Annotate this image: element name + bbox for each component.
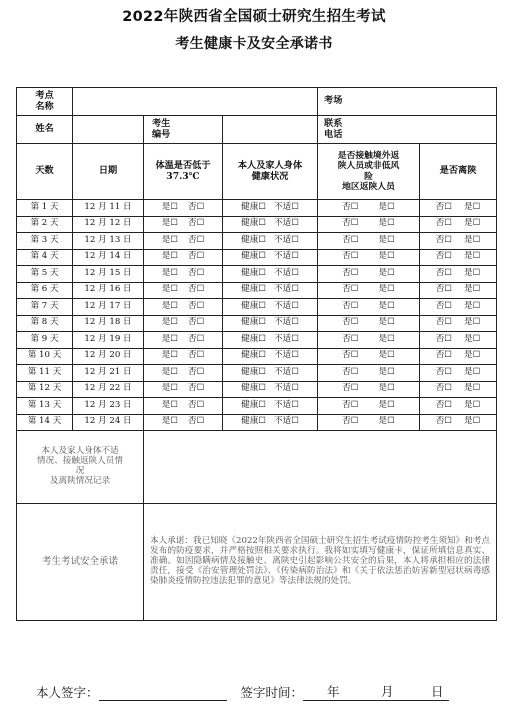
exam-site-label: 考点 名称 <box>17 88 73 116</box>
sign-time-label: 签字时间： <box>240 685 303 700</box>
contact-cell <box>318 414 420 431</box>
date-cell <box>73 398 144 415</box>
date-label: 12 月 24 日 <box>84 416 132 427</box>
temp-yes-checkbox[interactable]: 是☐ <box>161 350 178 361</box>
left-shaanxi-cell <box>420 315 497 332</box>
date-cell <box>73 233 144 250</box>
temp-yes-checkbox[interactable]: 是☐ <box>161 416 178 427</box>
contact-yes-checkbox[interactable]: 是☐ <box>378 317 395 328</box>
unwell-checkbox[interactable]: 不适☐ <box>274 350 299 361</box>
left-yes-checkbox[interactable]: 是☐ <box>464 383 481 394</box>
day-label: 第 8 天 <box>30 317 59 328</box>
left-no-checkbox[interactable]: 否☐ <box>435 234 453 245</box>
left-yes-checkbox[interactable]: 是☐ <box>464 366 481 377</box>
record-label: 本人及家人身体不适 情况、接触返陕人员情 况 及离陕情况记录 <box>17 431 144 504</box>
temp-cell <box>144 216 223 233</box>
promise-label: 考生考试安全承诺 <box>17 504 144 621</box>
day-cell <box>17 365 73 382</box>
health-cell <box>223 233 318 250</box>
temp-no-checkbox[interactable]: 否☐ <box>188 267 205 278</box>
unwell-checkbox[interactable]: 不适☐ <box>274 284 299 295</box>
temp-yes-checkbox[interactable]: 是☐ <box>161 333 178 344</box>
contact-no-checkbox[interactable]: 否☐ <box>342 251 359 262</box>
unwell-checkbox[interactable]: 不适☐ <box>274 267 299 278</box>
healthy-checkbox[interactable]: 健康☐ <box>241 416 266 427</box>
temp-no-checkbox[interactable]: 否☐ <box>188 201 205 212</box>
day-label: 日 <box>431 684 444 699</box>
date-label: 12 月 20 日 <box>84 350 132 361</box>
day-row <box>17 249 497 266</box>
health-card-table <box>16 87 497 621</box>
left-shaanxi-cell <box>420 216 497 233</box>
date-label: 12 月 23 日 <box>84 399 132 410</box>
day-cell <box>17 200 73 217</box>
header-health: 本人及家人身体 健康状况 <box>223 144 318 200</box>
contact-cell <box>318 332 420 349</box>
contact-cell <box>318 200 420 217</box>
day-label: 第 12 天 <box>27 383 62 394</box>
unwell-checkbox[interactable]: 不适☐ <box>274 218 299 229</box>
day-label: 第 11 天 <box>27 366 62 377</box>
healthy-checkbox[interactable]: 健康☐ <box>241 201 266 212</box>
left-no-checkbox[interactable]: 否☐ <box>435 383 453 394</box>
temp-no-checkbox[interactable]: 否☐ <box>188 399 205 410</box>
contact-no-checkbox[interactable]: 否☐ <box>342 399 359 410</box>
day-cell <box>17 216 73 233</box>
unwell-checkbox[interactable]: 不适☐ <box>274 234 299 245</box>
temp-yes-checkbox[interactable]: 是☐ <box>161 366 178 377</box>
date-cell <box>73 365 144 382</box>
contact-cell <box>318 315 420 332</box>
day-cell <box>17 381 73 398</box>
contact-cell <box>318 266 420 283</box>
left-yes-checkbox[interactable]: 是☐ <box>464 234 481 245</box>
temp-cell <box>144 315 223 332</box>
date-cell <box>73 414 144 431</box>
temp-cell <box>144 266 223 283</box>
day-label: 第 4 天 <box>30 251 59 262</box>
date-label: 12 月 13 日 <box>84 234 132 245</box>
health-cell <box>223 381 318 398</box>
contact-cell <box>318 398 420 415</box>
signature-field[interactable] <box>99 686 227 701</box>
day-label: 第 2 天 <box>30 218 59 229</box>
month-label: 月 <box>381 684 394 699</box>
health-cell <box>223 299 318 316</box>
temp-yes-checkbox[interactable]: 是☐ <box>161 251 178 262</box>
unwell-checkbox[interactable]: 不适☐ <box>274 317 299 328</box>
left-shaanxi-cell <box>420 365 497 382</box>
left-yes-checkbox[interactable]: 是☐ <box>464 300 481 311</box>
date-cell <box>73 282 144 299</box>
exam-site-field[interactable] <box>73 88 318 116</box>
promise-row <box>17 504 497 621</box>
left-yes-checkbox[interactable]: 是☐ <box>464 284 481 295</box>
temp-no-checkbox[interactable]: 否☐ <box>188 317 205 328</box>
temp-cell <box>144 299 223 316</box>
candidate-no-label: 考生 编号 <box>144 116 223 144</box>
left-shaanxi-cell <box>420 282 497 299</box>
day-row <box>17 332 497 349</box>
contact-yes-checkbox[interactable]: 是☐ <box>378 201 395 212</box>
contact-cell <box>318 365 420 382</box>
contact-no-checkbox[interactable]: 否☐ <box>342 267 359 278</box>
date-label: 12 月 19 日 <box>84 333 132 344</box>
signature-line <box>36 683 496 701</box>
health-cell <box>223 414 318 431</box>
healthy-checkbox[interactable]: 健康☐ <box>241 267 266 278</box>
day-row <box>17 414 497 431</box>
contact-yes-checkbox[interactable]: 是☐ <box>378 416 395 427</box>
health-cell <box>223 332 318 349</box>
temp-yes-checkbox[interactable]: 是☐ <box>161 383 178 394</box>
header-date: 日期 <box>73 144 144 200</box>
healthy-checkbox[interactable]: 健康☐ <box>241 333 266 344</box>
date-cell <box>73 200 144 217</box>
name-field[interactable] <box>73 116 144 144</box>
day-row <box>17 233 497 250</box>
record-row <box>17 431 497 504</box>
contact-cell <box>318 233 420 250</box>
day-row <box>17 266 497 283</box>
date-cell <box>73 332 144 349</box>
temp-cell <box>144 414 223 431</box>
left-yes-checkbox[interactable]: 是☐ <box>464 317 481 328</box>
health-cell <box>223 249 318 266</box>
sign-label: 本人签字： <box>36 685 99 700</box>
document-title: 2022年陕西省全国硕士研究生招生考试 <box>122 9 386 25</box>
left-no-checkbox[interactable]: 否☐ <box>435 218 453 229</box>
header-left-shaanxi: 是否离陕 <box>420 144 497 200</box>
contact-cell <box>318 216 420 233</box>
health-cell <box>223 365 318 382</box>
contact-cell <box>318 282 420 299</box>
contact-no-checkbox[interactable]: 否☐ <box>342 350 359 361</box>
temp-yes-checkbox[interactable]: 是☐ <box>161 300 178 311</box>
day-cell <box>17 299 73 316</box>
contact-yes-checkbox[interactable]: 是☐ <box>378 366 395 377</box>
name-label: 姓名 <box>17 116 73 144</box>
day-row <box>17 216 497 233</box>
contact-no-checkbox[interactable]: 否☐ <box>342 383 359 394</box>
day-label: 第 13 天 <box>27 399 62 410</box>
date-label: 12 月 18 日 <box>84 317 132 328</box>
header-temp: 体温是否低于 37.3℃ <box>144 144 223 200</box>
day-label: 第 6 天 <box>30 284 59 295</box>
day-label: 第 14 天 <box>27 416 62 427</box>
contact-no-checkbox[interactable]: 否☐ <box>342 218 359 229</box>
unwell-checkbox[interactable]: 不适☐ <box>274 300 299 311</box>
date-label: 12 月 15 日 <box>84 267 132 278</box>
temp-no-checkbox[interactable]: 否☐ <box>188 284 205 295</box>
temp-yes-checkbox[interactable]: 是☐ <box>161 284 178 295</box>
day-cell <box>17 414 73 431</box>
contact-no-checkbox[interactable]: 否☐ <box>342 201 359 212</box>
day-cell <box>17 282 73 299</box>
day-cell <box>17 315 73 332</box>
left-shaanxi-cell <box>420 299 497 316</box>
temp-yes-checkbox[interactable]: 是☐ <box>161 399 178 410</box>
unwell-checkbox[interactable]: 不适☐ <box>274 333 299 344</box>
contact-no-checkbox[interactable]: 否☐ <box>342 333 359 344</box>
unwell-checkbox[interactable]: 不适☐ <box>274 366 299 377</box>
temp-cell <box>144 398 223 415</box>
sign-date-field[interactable] <box>303 686 449 701</box>
day-row <box>17 365 497 382</box>
date-cell <box>73 299 144 316</box>
health-cell <box>223 315 318 332</box>
left-yes-checkbox[interactable]: 是☐ <box>464 416 481 427</box>
day-label: 第 10 天 <box>27 350 62 361</box>
temp-yes-checkbox[interactable]: 是☐ <box>161 234 178 245</box>
date-cell <box>73 216 144 233</box>
contact-yes-checkbox[interactable]: 是☐ <box>378 251 395 262</box>
contact-yes-checkbox[interactable]: 是☐ <box>378 218 395 229</box>
left-no-checkbox[interactable]: 否☐ <box>435 300 453 311</box>
contact-no-checkbox[interactable]: 否☐ <box>342 416 359 427</box>
date-label: 12 月 11 日 <box>84 201 132 212</box>
temp-yes-checkbox[interactable]: 是☐ <box>161 317 178 328</box>
healthy-checkbox[interactable]: 健康☐ <box>241 284 266 295</box>
health-cell <box>223 266 318 283</box>
day-label: 第 7 天 <box>30 300 59 311</box>
temp-cell <box>144 233 223 250</box>
left-no-checkbox[interactable]: 否☐ <box>435 416 453 427</box>
left-yes-checkbox[interactable]: 是☐ <box>464 218 481 229</box>
contact-no-checkbox[interactable]: 否☐ <box>342 317 359 328</box>
left-yes-checkbox[interactable]: 是☐ <box>464 251 481 262</box>
unwell-checkbox[interactable]: 不适☐ <box>274 251 299 262</box>
temp-no-checkbox[interactable]: 否☐ <box>188 234 205 245</box>
phone-label: 联系 电话 <box>318 116 420 144</box>
day-cell <box>17 233 73 250</box>
date-cell <box>73 348 144 365</box>
left-shaanxi-cell <box>420 381 497 398</box>
day-row <box>17 381 497 398</box>
day-row <box>17 299 497 316</box>
record-field[interactable] <box>144 431 497 504</box>
date-cell <box>73 315 144 332</box>
date-label: 12 月 14 日 <box>84 251 132 262</box>
healthy-checkbox[interactable]: 健康☐ <box>241 383 266 394</box>
left-yes-checkbox[interactable]: 是☐ <box>464 267 481 278</box>
left-yes-checkbox[interactable]: 是☐ <box>464 333 481 344</box>
contact-yes-checkbox[interactable]: 是☐ <box>378 350 395 361</box>
temp-yes-checkbox[interactable]: 是☐ <box>161 218 178 229</box>
day-cell <box>17 249 73 266</box>
left-shaanxi-cell <box>420 414 497 431</box>
temp-no-checkbox[interactable]: 否☐ <box>188 251 205 262</box>
healthy-checkbox[interactable]: 健康☐ <box>241 366 266 377</box>
temp-cell <box>144 381 223 398</box>
left-shaanxi-cell <box>420 398 497 415</box>
date-label: 12 月 21 日 <box>84 366 132 377</box>
year-label: 年 <box>327 684 340 699</box>
date-cell <box>73 249 144 266</box>
left-shaanxi-cell <box>420 249 497 266</box>
temp-cell <box>144 200 223 217</box>
promise-text: 本人承诺：我已知晓《2022年陕西省全国硕士研究生招生考试疫情防控考生须知》和考点发布的防疫要求，并严格按照相关要求执行。我将如实填写健康卡，保证所填信息真实、准确。如因隐瞒病情及接触史、离陕史引起影响公共安全的后果，本人将承担相应的法律责任，接受《治安管理处罚法》、《传染病防治法》和《关于依法惩治妨害新型冠状病毒感染肺炎疫情防控违法犯罪的意见》等法律法规的处罚。 <box>144 504 497 621</box>
day-label: 第 3 天 <box>30 234 59 245</box>
temp-cell <box>144 365 223 382</box>
left-shaanxi-cell <box>420 233 497 250</box>
phone-field[interactable] <box>420 116 497 144</box>
healthy-checkbox[interactable]: 健康☐ <box>241 399 266 410</box>
unwell-checkbox[interactable]: 不适☐ <box>274 201 299 212</box>
temp-no-checkbox[interactable]: 否☐ <box>188 218 205 229</box>
contact-cell <box>318 299 420 316</box>
contact-no-checkbox[interactable]: 否☐ <box>342 366 359 377</box>
day-row <box>17 315 497 332</box>
health-cell <box>223 200 318 217</box>
health-cell <box>223 282 318 299</box>
contact-no-checkbox[interactable]: 否☐ <box>342 300 359 311</box>
day-label: 第 9 天 <box>30 333 59 344</box>
contact-yes-checkbox[interactable]: 是☐ <box>378 333 395 344</box>
day-row <box>17 282 497 299</box>
left-shaanxi-cell <box>420 200 497 217</box>
health-cell <box>223 398 318 415</box>
contact-cell <box>318 348 420 365</box>
temp-cell <box>144 249 223 266</box>
healthy-checkbox[interactable]: 健康☐ <box>241 251 266 262</box>
unwell-checkbox[interactable]: 不适☐ <box>274 383 299 394</box>
header-contact: 是否接触境外返 陕人员或非低风 险 地区返陕人员 <box>318 144 420 200</box>
day-row <box>17 348 497 365</box>
temp-no-checkbox[interactable]: 否☐ <box>188 333 205 344</box>
left-no-checkbox[interactable]: 否☐ <box>435 267 453 278</box>
left-shaanxi-cell <box>420 348 497 365</box>
healthy-checkbox[interactable]: 健康☐ <box>241 300 266 311</box>
left-no-checkbox[interactable]: 否☐ <box>435 317 453 328</box>
healthy-checkbox[interactable]: 健康☐ <box>241 218 266 229</box>
date-label: 12 月 12 日 <box>84 218 132 229</box>
temp-yes-checkbox[interactable]: 是☐ <box>161 267 178 278</box>
exam-room-label: 考场 <box>318 88 420 116</box>
left-no-checkbox[interactable]: 否☐ <box>435 366 453 377</box>
column-headers <box>17 144 497 200</box>
left-yes-checkbox[interactable]: 是☐ <box>464 350 481 361</box>
unwell-checkbox[interactable]: 不适☐ <box>274 416 299 427</box>
contact-yes-checkbox[interactable]: 是☐ <box>378 284 395 295</box>
contact-cell <box>318 249 420 266</box>
health-cell <box>223 216 318 233</box>
date-label: 12 月 16 日 <box>84 284 132 295</box>
left-no-checkbox[interactable]: 否☐ <box>435 350 453 361</box>
left-yes-checkbox[interactable]: 是☐ <box>464 201 481 212</box>
temp-yes-checkbox[interactable]: 是☐ <box>161 201 178 212</box>
healthy-checkbox[interactable]: 健康☐ <box>241 234 266 245</box>
day-row <box>17 200 497 217</box>
day-cell <box>17 398 73 415</box>
header-days: 天数 <box>17 144 73 200</box>
contact-yes-checkbox[interactable]: 是☐ <box>378 383 395 394</box>
contact-no-checkbox[interactable]: 否☐ <box>342 284 359 295</box>
day-label: 第 5 天 <box>30 267 59 278</box>
temp-no-checkbox[interactable]: 否☐ <box>188 300 205 311</box>
temp-cell <box>144 332 223 349</box>
temp-cell <box>144 348 223 365</box>
day-label: 第 1 天 <box>30 201 59 212</box>
date-label: 12 月 17 日 <box>84 300 132 311</box>
temp-cell <box>144 282 223 299</box>
left-no-checkbox[interactable]: 否☐ <box>435 333 453 344</box>
left-yes-checkbox[interactable]: 是☐ <box>464 399 481 410</box>
date-cell <box>73 381 144 398</box>
contact-yes-checkbox[interactable]: 是☐ <box>378 300 395 311</box>
info-row-name <box>17 116 497 144</box>
left-no-checkbox[interactable]: 否☐ <box>435 399 453 410</box>
day-cell <box>17 348 73 365</box>
day-cell <box>17 266 73 283</box>
contact-yes-checkbox[interactable]: 是☐ <box>378 267 395 278</box>
date-cell <box>73 266 144 283</box>
healthy-checkbox[interactable]: 健康☐ <box>241 317 266 328</box>
temp-no-checkbox[interactable]: 否☐ <box>188 366 205 377</box>
date-label: 12 月 22 日 <box>84 383 132 394</box>
temp-no-checkbox[interactable]: 否☐ <box>188 416 205 427</box>
info-row-exam-site <box>17 88 497 116</box>
contact-yes-checkbox[interactable]: 是☐ <box>378 399 395 410</box>
day-cell <box>17 332 73 349</box>
exam-room-field[interactable] <box>420 88 497 116</box>
healthy-checkbox[interactable]: 健康☐ <box>241 350 266 361</box>
left-shaanxi-cell <box>420 266 497 283</box>
candidate-no-field[interactable] <box>223 116 318 144</box>
left-shaanxi-cell <box>420 332 497 349</box>
contact-cell <box>318 381 420 398</box>
day-row <box>17 398 497 415</box>
temp-no-checkbox[interactable]: 否☐ <box>188 350 205 361</box>
document-subtitle: 考生健康卡及安全承诺书 <box>175 36 333 52</box>
unwell-checkbox[interactable]: 不适☐ <box>274 399 299 410</box>
temp-no-checkbox[interactable]: 否☐ <box>188 383 205 394</box>
left-no-checkbox[interactable]: 否☐ <box>435 284 453 295</box>
left-no-checkbox[interactable]: 否☐ <box>435 201 453 212</box>
contact-no-checkbox[interactable]: 否☐ <box>342 234 359 245</box>
left-no-checkbox[interactable]: 否☐ <box>435 251 453 262</box>
health-cell <box>223 348 318 365</box>
contact-yes-checkbox[interactable]: 是☐ <box>378 234 395 245</box>
